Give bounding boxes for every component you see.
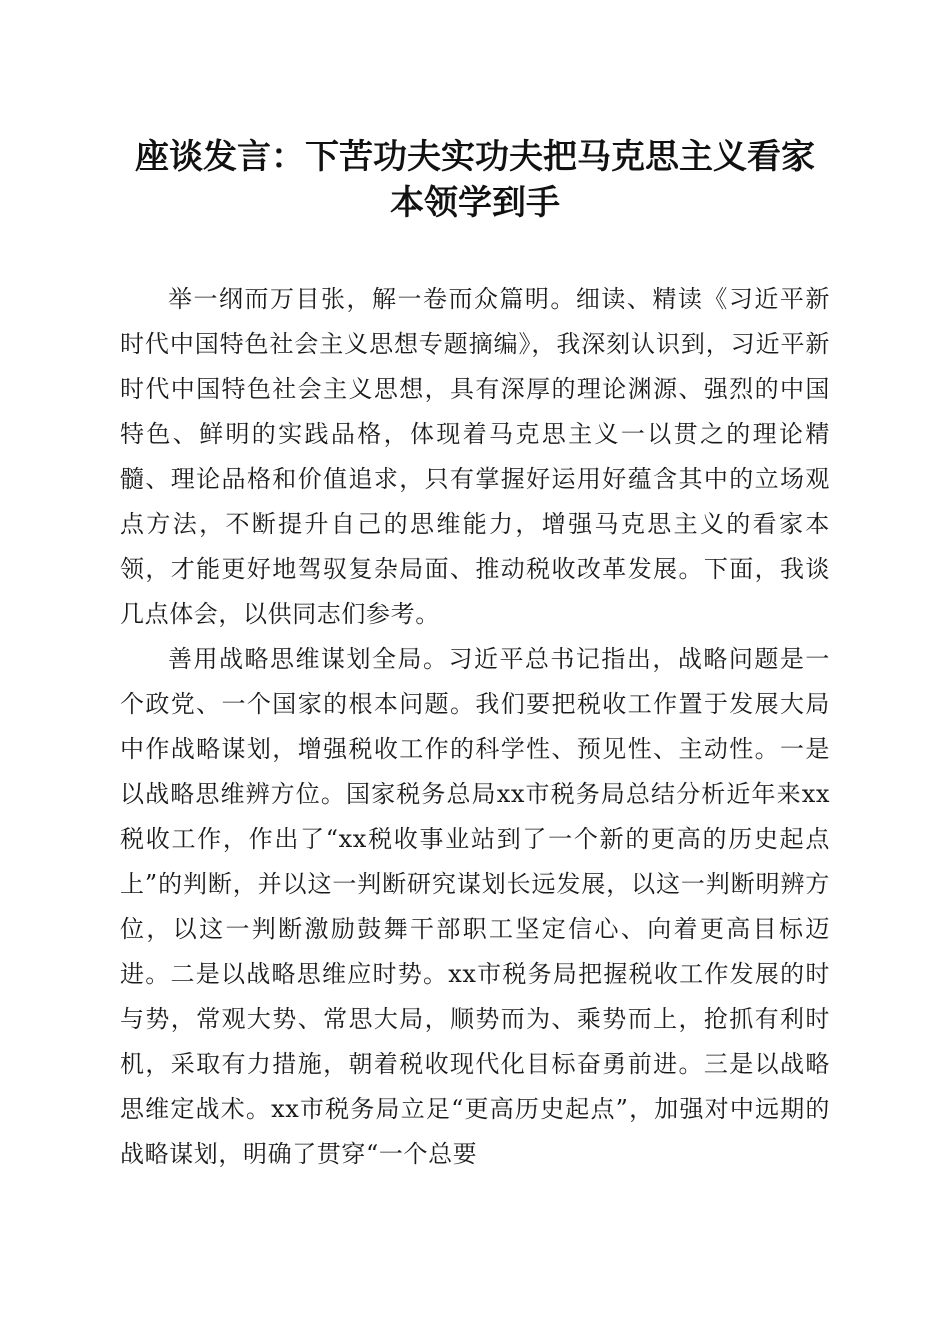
title-line-2: 本领学到手 [390,183,560,223]
title-line-1: 座谈发言：下苦功夫实功夫把马克思主义看家 [135,137,815,177]
document-title [100,134,850,226]
paragraph-intro: 举一纲而万目张，解一卷而众篇明。细读、精读《习近平新时代中国特色社会主义思想专题摘编》，我深刻认识到，习近平新时代中国特色社会主义思想，具有深厚的理论渊源、强烈的中国特色、鲜明的实践品格，体现着马克思主义一以贯之的理论精髓、理论品格和价值追求，只有掌握好运用好蕴含其中的立场观点方法，不断提升自己的思维能力，增强马克思主义的看家本领，才能更好地驾驭复杂局面、推动税收改革发展。下面，我谈几点体会，以供同志们参考。 [120,285,830,628]
document-body [120,277,830,1177]
paragraph-strategic-thinking: 善用战略思维谋划全局。习近平总书记指出，战略问题是一个政党、一个国家的根本问题。我们要把税收工作置于发展大局中作战略谋划，增强税收工作的科学性、预见性、主动性。一是以战略思维辨方位。国家税务总局xx市税务局总结分析近年来xx税收工作，作出了“xx税收事业站到了一个新的更高的历史起点上”的判断，并以这一判断研究谋划长远发展，以这一判断明辨方位，以这一判断激励鼓舞干部职工坚定信心、向着更高目标迈进。二是以战略思维应时势。xx市税务局把握税收工作发展的时与势，常观大势、常思大局，顺势而为、乘势而上，抢抓有利时机，采取有力措施，朝着税收现代化目标奋勇前进。三是以战略思维定战术。xx市税务局立足“更高历史起点”，加强对中远期的战略谋划，明确了贯穿“一个总要 [120,645,830,1168]
